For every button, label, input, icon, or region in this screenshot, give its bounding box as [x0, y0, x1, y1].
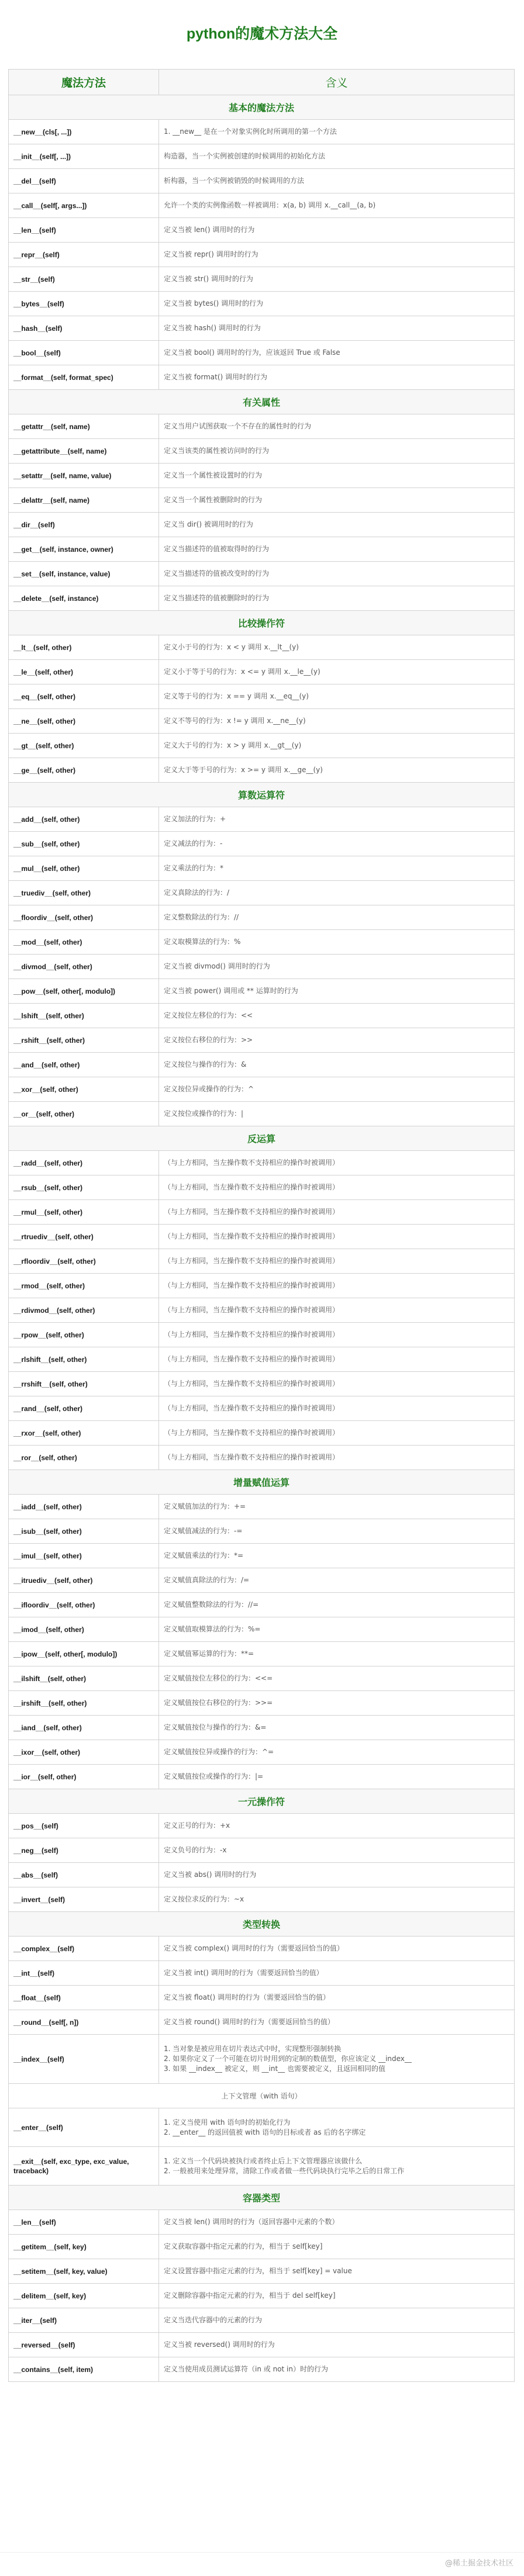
method-description: （与上方相同，当左操作数不支持相应的操作时被调用） [159, 1274, 515, 1298]
method-description: （与上方相同，当左操作数不支持相应的操作时被调用） [159, 1347, 515, 1372]
method-description: 定义当该类的属性被访问时的行为 [159, 439, 515, 464]
table-row [9, 1421, 515, 1446]
method-name: __rfloordiv__(self, other) [9, 1249, 159, 1274]
method-description: 析构器，当一个实例被销毁的时候调用的方法 [159, 169, 515, 193]
method-description: 1. 定义当使用 with 语句时的初始化行为 2. __enter__ 的返回值被 with 语句的目标或者 as 后的名字绑定 [159, 2108, 515, 2147]
table-row [9, 1691, 515, 1716]
table-row [9, 2147, 515, 2186]
method-description: 定义赋值按位与操作的行为：&= [159, 1716, 515, 1740]
table-row [9, 365, 515, 390]
method-name: __reversed__(self) [9, 2333, 159, 2357]
method-name: __hash__(self) [9, 316, 159, 341]
table-row [9, 169, 515, 193]
table-row [9, 1838, 515, 1863]
section-title: 算数运算符 [9, 783, 515, 807]
table-row [9, 1544, 515, 1568]
magic-methods-table-container [8, 69, 514, 2382]
method-name: __abs__(self) [9, 1863, 159, 1887]
method-description: 定义大于号的行为：x > y 调用 x.__gt__(y) [159, 734, 515, 758]
table-row [9, 979, 515, 1004]
method-description: 定义当被 bool() 调用时的行为，应该返回 True 或 False [159, 341, 515, 365]
method-description: 定义负号的行为：-x [159, 1838, 515, 1863]
method-name: __lt__(self, other) [9, 635, 159, 660]
section-title: 有关属性 [9, 390, 515, 414]
method-description: 定义当被 reversed() 调用时的行为 [159, 2333, 515, 2357]
table-row [9, 144, 515, 169]
method-description: 允许一个类的实例像函数一样被调用：x(a, b) 调用 x.__call__(a, b) [159, 193, 515, 218]
method-description: 定义整数除法的行为：// [159, 905, 515, 930]
method-name: __bytes__(self) [9, 292, 159, 316]
method-name: __pos__(self) [9, 1814, 159, 1838]
method-description: 定义当被 abs() 调用时的行为 [159, 1863, 515, 1887]
table-row [9, 955, 515, 979]
method-name: __itruediv__(self, other) [9, 1568, 159, 1593]
method-description: 定义赋值幂运算的行为：**= [159, 1642, 515, 1666]
section-header-row [9, 1470, 515, 1495]
method-description: 定义按位异或操作的行为：^ [159, 1077, 515, 1102]
table-row [9, 513, 515, 537]
table-row [9, 1593, 515, 1617]
table-row [9, 1716, 515, 1740]
method-name: __rpow__(self, other) [9, 1323, 159, 1347]
method-description: 定义真除法的行为：/ [159, 881, 515, 905]
method-name: __delitem__(self, key) [9, 2284, 159, 2308]
bottom-divider [0, 2552, 524, 2553]
method-name: __isub__(self, other) [9, 1519, 159, 1544]
method-description: 定义小于号的行为：x < y 调用 x.__lt__(y) [159, 635, 515, 660]
table-row [9, 1396, 515, 1421]
table-row [9, 586, 515, 611]
table-row [9, 807, 515, 832]
magic-methods-table [8, 69, 515, 2382]
method-description: 定义赋值真除法的行为：/= [159, 1568, 515, 1593]
method-description: 定义赋值按位右移位的行为：>>= [159, 1691, 515, 1716]
method-name: __del__(self) [9, 169, 159, 193]
table-row [9, 464, 515, 488]
method-name: __complex__(self) [9, 1937, 159, 1961]
method-name: __ifloordiv__(self, other) [9, 1593, 159, 1617]
table-row [9, 439, 515, 464]
method-description: 定义等于号的行为：x == y 调用 x.__eq__(y) [159, 684, 515, 709]
table-row [9, 709, 515, 734]
method-description: 定义按位或操作的行为：| [159, 1102, 515, 1126]
table-row [9, 1372, 515, 1396]
method-description: 定义当被 format() 调用时的行为 [159, 365, 515, 390]
table-row [9, 905, 515, 930]
method-name: __imod__(self, other) [9, 1617, 159, 1642]
method-description: （与上方相同，当左操作数不支持相应的操作时被调用） [159, 1421, 515, 1446]
section-note-row [9, 2084, 515, 2108]
table-row [9, 562, 515, 586]
method-description: 定义当被 complex() 调用时的行为（需要返回恰当的值） [159, 1937, 515, 1961]
method-name: __iter__(self) [9, 2308, 159, 2333]
method-description: 定义赋值整数除法的行为：//= [159, 1593, 515, 1617]
method-name: __divmod__(self, other) [9, 955, 159, 979]
table-header-row [9, 70, 515, 95]
method-description: （与上方相同，当左操作数不支持相应的操作时被调用） [159, 1298, 515, 1323]
method-name: __dir__(self) [9, 513, 159, 537]
method-description: （与上方相同，当左操作数不支持相应的操作时被调用） [159, 1249, 515, 1274]
table-row [9, 2035, 515, 2084]
method-name: __floordiv__(self, other) [9, 905, 159, 930]
method-name: __iadd__(self, other) [9, 1495, 159, 1519]
method-name: __rlshift__(self, other) [9, 1347, 159, 1372]
method-description: 定义删除容器中指定元素的行为，相当于 del self[key] [159, 2284, 515, 2308]
section-note: 上下文管理（with 语句） [9, 2084, 515, 2108]
section-header-row [9, 783, 515, 807]
method-description: 定义赋值按位左移位的行为：<<= [159, 1666, 515, 1691]
method-description: 1. 当对象是被应用在切片表达式中时，实现整形强制转换 2. 如果你定义了一个可能在切片时用到的定制的数值型，你应该定义 __index__ 3. 如果 __index__ 被定义，则 __int__ 也需要被定义，且返回相同的值 [159, 2035, 515, 2084]
method-description: 定义不等号的行为：x != y 调用 x.__ne__(y) [159, 709, 515, 734]
method-description: 定义设置容器中指定元素的行为，相当于 self[key] = value [159, 2259, 515, 2284]
method-description: 定义当被 float() 调用时的行为（需要返回恰当的值） [159, 1986, 515, 2010]
method-name: __ne__(self, other) [9, 709, 159, 734]
table-row [9, 1323, 515, 1347]
method-description: 1. 定义当一个代码块被执行或者终止后上下文管理器应该做什么 2. 一般被用来处理异常，清除工作或者做一些代码块执行完毕之后的日常工作 [159, 2147, 515, 2186]
table-row [9, 1863, 515, 1887]
method-name: __getattribute__(self, name) [9, 439, 159, 464]
method-name: __format__(self, format_spec) [9, 365, 159, 390]
table-row [9, 488, 515, 513]
method-description: 定义按位与操作的行为：& [159, 1053, 515, 1077]
table-row [9, 2333, 515, 2357]
method-description: 定义按位求反的行为：~x [159, 1887, 515, 1912]
method-name: __repr__(self) [9, 243, 159, 267]
method-name: __mod__(self, other) [9, 930, 159, 955]
method-name: __or__(self, other) [9, 1102, 159, 1126]
method-name: __invert__(self) [9, 1887, 159, 1912]
table-row [9, 1077, 515, 1102]
method-name: __set__(self, instance, value) [9, 562, 159, 586]
method-description: 定义赋值减法的行为：-= [159, 1519, 515, 1544]
section-header-row [9, 611, 515, 635]
method-name: __len__(self) [9, 2210, 159, 2235]
table-row [9, 1274, 515, 1298]
method-name: __getattr__(self, name) [9, 414, 159, 439]
section-title: 反运算 [9, 1126, 515, 1151]
table-row [9, 1814, 515, 1838]
table-row [9, 758, 515, 783]
method-name: __delattr__(self, name) [9, 488, 159, 513]
method-description: 定义正号的行为：+x [159, 1814, 515, 1838]
method-name: __init__(self[, ...]) [9, 144, 159, 169]
method-description: 定义赋值乘法的行为：*= [159, 1544, 515, 1568]
table-row [9, 1053, 515, 1077]
table-row [9, 1225, 515, 1249]
method-name: __gt__(self, other) [9, 734, 159, 758]
method-description: 定义当一个属性被设置时的行为 [159, 464, 515, 488]
method-name: __le__(self, other) [9, 660, 159, 684]
table-row [9, 1765, 515, 1789]
method-description: 定义当描述符的值被改变时的行为 [159, 562, 515, 586]
table-row [9, 1495, 515, 1519]
table-row [9, 1028, 515, 1053]
method-description: 定义大于等于号的行为：x >= y 调用 x.__ge__(y) [159, 758, 515, 783]
method-description: 定义当迭代容器中的元素的行为 [159, 2308, 515, 2333]
table-row [9, 218, 515, 243]
method-description: 定义取模算法的行为：% [159, 930, 515, 955]
section-title: 基本的魔法方法 [9, 95, 515, 120]
table-row [9, 856, 515, 881]
table-row [9, 2108, 515, 2147]
table-row [9, 292, 515, 316]
table-row [9, 734, 515, 758]
table-row [9, 1740, 515, 1765]
table-row [9, 414, 515, 439]
table-row [9, 1887, 515, 1912]
table-row [9, 635, 515, 660]
table-row [9, 316, 515, 341]
method-description: 定义当一个属性被删除时的行为 [159, 488, 515, 513]
method-description: （与上方相同，当左操作数不支持相应的操作时被调用） [159, 1175, 515, 1200]
header-meaning: 含义 [159, 70, 515, 95]
method-name: __call__(self[, args...]) [9, 193, 159, 218]
table-body [9, 95, 515, 2382]
method-description: 定义当被 round() 调用时的行为（需要返回恰当的值） [159, 2010, 515, 2035]
section-title: 增量赋值运算 [9, 1470, 515, 1495]
method-name: __bool__(self) [9, 341, 159, 365]
method-name: __rand__(self, other) [9, 1396, 159, 1421]
method-description: 定义乘法的行为：* [159, 856, 515, 881]
method-name: __rdivmod__(self, other) [9, 1298, 159, 1323]
method-name: __float__(self) [9, 1986, 159, 2010]
method-name: __round__(self[, n]) [9, 2010, 159, 2035]
method-name: __rmod__(self, other) [9, 1274, 159, 1298]
method-name: __enter__(self) [9, 2108, 159, 2147]
method-description: 定义当使用成员测试运算符（in 或 not in）时的行为 [159, 2357, 515, 2382]
method-description: 定义当用户试图获取一个不存在的属性时的行为 [159, 414, 515, 439]
method-description: 定义加法的行为：+ [159, 807, 515, 832]
method-name: __rsub__(self, other) [9, 1175, 159, 1200]
table-row [9, 1004, 515, 1028]
method-description: 定义当被 divmod() 调用时的行为 [159, 955, 515, 979]
method-name: __setattr__(self, name, value) [9, 464, 159, 488]
table-row [9, 341, 515, 365]
method-name: __imul__(self, other) [9, 1544, 159, 1568]
table-row [9, 193, 515, 218]
method-description: （与上方相同，当左操作数不支持相应的操作时被调用） [159, 1446, 515, 1470]
method-name: __exit__(self, exc_type, exc_value, traceback) [9, 2147, 159, 2186]
method-description: 定义当被 len() 调用时的行为 [159, 218, 515, 243]
method-description: （与上方相同，当左操作数不支持相应的操作时被调用） [159, 1225, 515, 1249]
method-description: 定义小于等于号的行为：x <= y 调用 x.__le__(y) [159, 660, 515, 684]
method-description: 定义当描述符的值被删除时的行为 [159, 586, 515, 611]
table-row [9, 1986, 515, 2010]
method-name: __int__(self) [9, 1961, 159, 1986]
method-description: 构造器，当一个实例被创建的时候调用的初始化方法 [159, 144, 515, 169]
table-row [9, 2259, 515, 2284]
section-title: 比较操作符 [9, 611, 515, 635]
table-row [9, 2210, 515, 2235]
method-name: __str__(self) [9, 267, 159, 292]
table-row [9, 2308, 515, 2333]
method-name: __ixor__(self, other) [9, 1740, 159, 1765]
section-header-row [9, 2186, 515, 2210]
method-name: __contains__(self, item) [9, 2357, 159, 2382]
section-title: 类型转换 [9, 1912, 515, 1937]
section-header-row [9, 1789, 515, 1814]
method-name: __len__(self) [9, 218, 159, 243]
method-name: __ge__(self, other) [9, 758, 159, 783]
method-description: （与上方相同，当左操作数不支持相应的操作时被调用） [159, 1151, 515, 1175]
method-description: 定义当被 len() 调用时的行为（返回容器中元素的个数） [159, 2210, 515, 2235]
method-name: __irshift__(self, other) [9, 1691, 159, 1716]
table-row [9, 1347, 515, 1372]
method-description: 定义当被 repr() 调用时的行为 [159, 243, 515, 267]
table-row [9, 1666, 515, 1691]
method-name: __rshift__(self, other) [9, 1028, 159, 1053]
method-description: 定义赋值按位异或操作的行为：^= [159, 1740, 515, 1765]
table-row [9, 1568, 515, 1593]
table-row [9, 1151, 515, 1175]
section-header-row [9, 95, 515, 120]
table-row [9, 1102, 515, 1126]
table-row [9, 1298, 515, 1323]
table-row [9, 2235, 515, 2259]
watermark: @稀土掘金技术社区 [444, 2559, 513, 2568]
method-description: 定义获取容器中指定元素的行为，相当于 self[key] [159, 2235, 515, 2259]
table-row [9, 537, 515, 562]
method-name: __xor__(self, other) [9, 1077, 159, 1102]
table-row [9, 1617, 515, 1642]
table-row [9, 660, 515, 684]
method-description: 定义赋值取模算法的行为：%= [159, 1617, 515, 1642]
table-row [9, 1961, 515, 1986]
method-description: 定义当被 bytes() 调用时的行为 [159, 292, 515, 316]
section-title: 一元操作符 [9, 1789, 515, 1814]
table-row [9, 267, 515, 292]
method-description: 定义当被 int() 调用时的行为（需要返回恰当的值） [159, 1961, 515, 1986]
method-name: __neg__(self) [9, 1838, 159, 1863]
page-title: python的魔术方法大全 [186, 26, 338, 42]
method-name: __truediv__(self, other) [9, 881, 159, 905]
method-name: __and__(self, other) [9, 1053, 159, 1077]
method-name: __ror__(self, other) [9, 1446, 159, 1470]
method-name: __eq__(self, other) [9, 684, 159, 709]
method-description: 定义按位右移位的行为：>> [159, 1028, 515, 1053]
method-description: 定义赋值加法的行为：+= [159, 1495, 515, 1519]
method-name: __get__(self, instance, owner) [9, 537, 159, 562]
method-name: __rxor__(self, other) [9, 1421, 159, 1446]
method-name: __sub__(self, other) [9, 832, 159, 856]
method-name: __ior__(self, other) [9, 1765, 159, 1789]
method-name: __lshift__(self, other) [9, 1004, 159, 1028]
table-row [9, 832, 515, 856]
section-title: 容器类型 [9, 2186, 515, 2210]
method-name: __delete__(self, instance) [9, 586, 159, 611]
method-name: __rtruediv__(self, other) [9, 1225, 159, 1249]
method-description: （与上方相同，当左操作数不支持相应的操作时被调用） [159, 1396, 515, 1421]
method-description: 定义当被 hash() 调用时的行为 [159, 316, 515, 341]
table-row [9, 1249, 515, 1274]
method-name: __add__(self, other) [9, 807, 159, 832]
method-name: __getitem__(self, key) [9, 2235, 159, 2259]
method-description: 定义按位左移位的行为：<< [159, 1004, 515, 1028]
table-row [9, 2357, 515, 2382]
table-row [9, 1519, 515, 1544]
method-name: __ipow__(self, other[, modulo]) [9, 1642, 159, 1666]
method-description: 1. __new__ 是在一个对象实例化时所调用的第一个方法 [159, 120, 515, 144]
method-name: __rmul__(self, other) [9, 1200, 159, 1225]
section-header-row [9, 1126, 515, 1151]
method-name: __mul__(self, other) [9, 856, 159, 881]
method-description: 定义当被 str() 调用时的行为 [159, 267, 515, 292]
table-row [9, 1642, 515, 1666]
method-description: 定义当描述符的值被取得时的行为 [159, 537, 515, 562]
method-name: __new__(cls[, ...]) [9, 120, 159, 144]
table-row [9, 120, 515, 144]
section-header-row [9, 390, 515, 414]
method-description: （与上方相同，当左操作数不支持相应的操作时被调用） [159, 1200, 515, 1225]
method-description: 定义当 dir() 被调用时的行为 [159, 513, 515, 537]
method-name: __pow__(self, other[, modulo]) [9, 979, 159, 1004]
method-name: __index__(self) [9, 2035, 159, 2084]
table-row [9, 243, 515, 267]
method-name: __radd__(self, other) [9, 1151, 159, 1175]
method-name: __ilshift__(self, other) [9, 1666, 159, 1691]
table-row [9, 684, 515, 709]
method-description: （与上方相同，当左操作数不支持相应的操作时被调用） [159, 1372, 515, 1396]
method-description: （与上方相同，当左操作数不支持相应的操作时被调用） [159, 1323, 515, 1347]
header-method: 魔法方法 [9, 70, 159, 95]
method-name: __rrshift__(self, other) [9, 1372, 159, 1396]
table-row [9, 930, 515, 955]
table-row [9, 1446, 515, 1470]
table-row [9, 1937, 515, 1961]
method-description: 定义赋值按位或操作的行为：|= [159, 1765, 515, 1789]
table-row [9, 2284, 515, 2308]
table-row [9, 2010, 515, 2035]
table-row [9, 881, 515, 905]
section-header-row [9, 1912, 515, 1937]
table-row [9, 1175, 515, 1200]
table-row [9, 1200, 515, 1225]
method-name: __setitem__(self, key, value) [9, 2259, 159, 2284]
method-description: 定义减法的行为：- [159, 832, 515, 856]
method-name: __iand__(self, other) [9, 1716, 159, 1740]
method-description: 定义当被 power() 调用或 ** 运算时的行为 [159, 979, 515, 1004]
